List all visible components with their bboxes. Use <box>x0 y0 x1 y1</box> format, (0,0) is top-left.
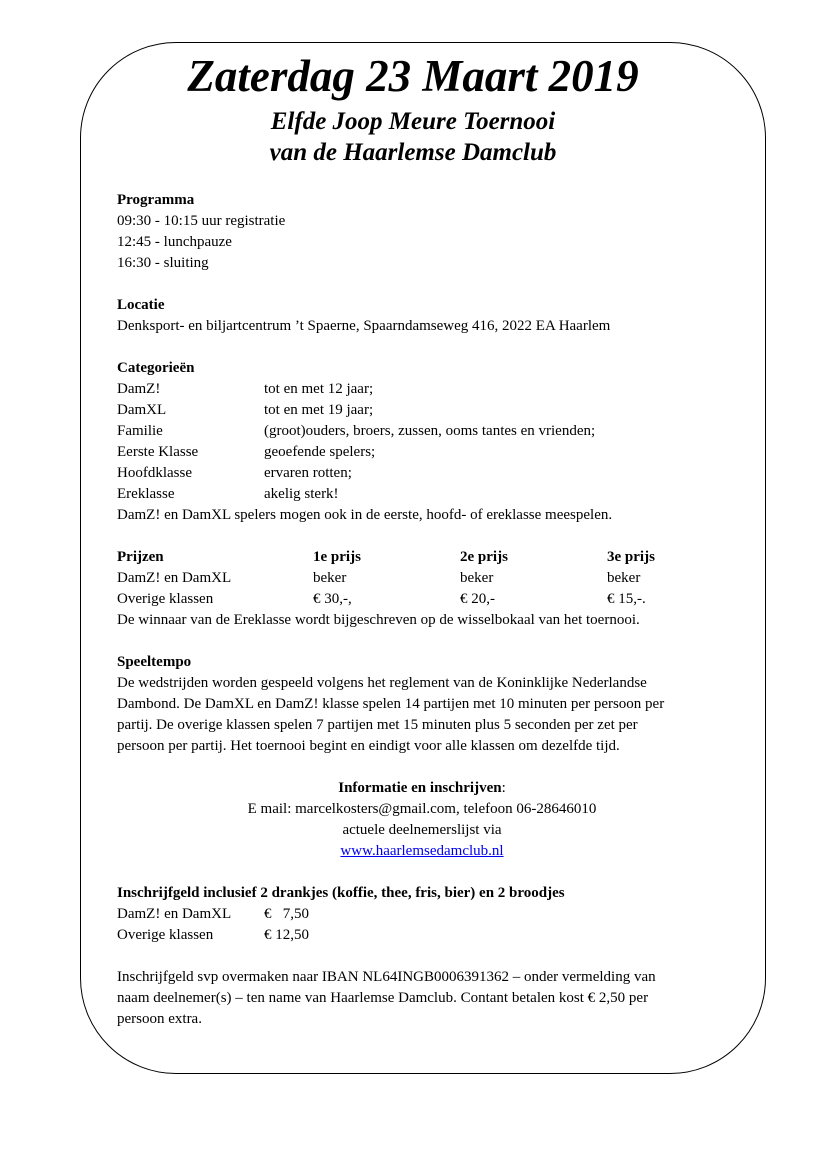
prize-cell: beker <box>607 570 641 586</box>
section-programma <box>117 190 737 274</box>
section-heading: Programma <box>117 192 195 208</box>
fee-row <box>117 925 737 946</box>
prize-header: 3e prijs <box>607 549 655 565</box>
prize-cell: DamZ! en DamXL <box>117 570 232 586</box>
speeltempo-line: De wedstrijden worden gespeeld volgens het reglement van de Koninklijke Nederlandse <box>117 675 647 691</box>
section-locatie <box>117 295 737 337</box>
category-row <box>117 463 737 484</box>
category-row <box>117 484 737 505</box>
category-name: DamZ! <box>117 381 161 397</box>
programma-item: 09:30 - 10:15 uur registratie <box>117 213 286 229</box>
section-inschrijfgeld <box>117 883 737 1030</box>
prize-row <box>117 589 737 610</box>
fee-amount: € 12,50 <box>264 927 309 943</box>
category-desc: tot en met 19 jaar; <box>264 402 374 418</box>
section-prijzen <box>117 547 737 631</box>
website-link[interactable]: www.haarlemsedamclub.nl <box>340 843 504 859</box>
speeltempo-line: Dambond. De DamXL en DamZ! klasse spelen 14 partijen met 10 minuten per persoon per <box>117 696 665 712</box>
prize-cell: Overige klassen <box>117 591 214 607</box>
locatie-address: Denksport- en biljartcentrum ’t Spaerne, Spaarndamseweg 416, 2022 EA Haarlem <box>117 318 611 334</box>
prize-cell: € 15,-. <box>607 591 646 607</box>
fee-category: Overige klassen <box>117 927 214 943</box>
category-name: DamXL <box>117 402 167 418</box>
programma-item: 16:30 - sluiting <box>117 255 209 271</box>
prize-header: 1e prijs <box>313 549 361 565</box>
prize-header: 2e prijs <box>460 549 508 565</box>
payment-line: Inschrijfgeld svp overmaken naar IBAN NL64INGB0006391362 – onder vermelding van <box>117 969 656 985</box>
payment-line: persoon extra. <box>117 1011 202 1027</box>
fee-row <box>117 904 737 925</box>
prize-header-row <box>117 547 737 568</box>
prize-cell: beker <box>313 570 347 586</box>
participant-list-text: actuele deelnemerslijst via <box>342 822 502 838</box>
speeltempo-line: partij. De overige klassen spelen 7 partijen met 15 minuten plus 5 seconden per zet per <box>117 717 638 733</box>
speeltempo-line: persoon per partij. Het toernooi begint en eindigt voor alle klassen om dezelfde tijd. <box>117 738 620 754</box>
prize-row <box>117 568 737 589</box>
category-desc: geoefende spelers; <box>264 444 376 460</box>
fee-category: DamZ! en DamXL <box>117 906 232 922</box>
section-informatie <box>117 778 727 862</box>
section-heading: Categorieën <box>117 360 195 376</box>
section-heading: Locatie <box>117 297 165 313</box>
category-note: DamZ! en DamXL spelers mogen ook in de eerste, hoofd- of ereklasse meespelen. <box>117 507 613 523</box>
tournament-name: Elfde Joop Meure Toernooi <box>270 108 556 135</box>
category-desc: tot en met 12 jaar; <box>264 381 374 397</box>
category-row <box>117 400 737 421</box>
payment-line: naam deelnemer(s) – ten name van Haarlemse Damclub. Contant betalen kost € 2,50 per <box>117 990 649 1006</box>
prize-note: De winnaar van de Ereklasse wordt bijgeschreven op de wisselbokaal van het toernooi. <box>117 612 640 628</box>
section-categorieen <box>117 358 737 526</box>
category-row <box>117 379 737 400</box>
prize-cell: beker <box>460 570 494 586</box>
category-name: Eerste Klasse <box>117 444 199 460</box>
fee-amount: € 7,50 <box>264 906 309 922</box>
prize-cell: € 20,- <box>460 591 495 607</box>
section-heading: Speeltempo <box>117 654 192 670</box>
category-desc: ervaren rotten; <box>264 465 352 481</box>
category-name: Ereklasse <box>117 486 175 502</box>
category-name: Familie <box>117 423 163 439</box>
section-heading: Inschrijfgeld inclusief 2 drankjes (koffie, thee, fris, bier) en 2 broodjes <box>117 885 565 901</box>
club-name: van de Haarlemse Damclub <box>269 139 557 166</box>
category-desc: akelig sterk! <box>264 486 339 502</box>
flyer-content <box>117 190 737 1030</box>
prize-cell: € 30,-, <box>313 591 352 607</box>
heading-colon: : <box>501 780 506 796</box>
section-heading: Informatie en inschrijven <box>338 780 502 796</box>
prize-header: Prijzen <box>117 549 164 565</box>
programma-item: 12:45 - lunchpauze <box>117 234 232 250</box>
page-title: Zaterdag 23 Maart 2019 <box>187 51 639 101</box>
section-speeltempo <box>117 652 737 757</box>
category-row <box>117 442 737 463</box>
category-desc: (groot)ouders, broers, zussen, ooms tantes en vrienden; <box>264 423 596 439</box>
category-row <box>117 421 737 442</box>
contact-info: E mail: marcelkosters@gmail.com, telefoon 06-28646010 <box>247 801 597 817</box>
category-name: Hoofdklasse <box>117 465 192 481</box>
